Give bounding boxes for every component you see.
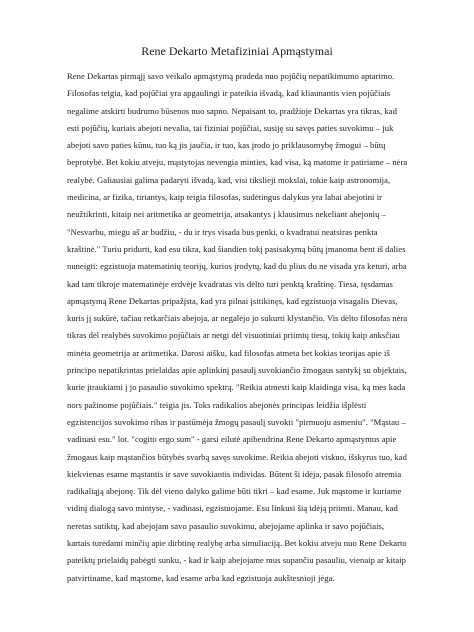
text-line: patvirtiname, kad mąstome, kad esame arba kad egzistuoja aukštesnioji jėga. (67, 572, 335, 583)
text-line: medicina, ar fizika, tiriantys, kaip teigia filosofas, sudėtingus dalykus yra labai abejotini ir (67, 192, 383, 203)
text-line: kiekvienas esame mąstantis ir save suvokiantis individas. Būtent ši idėja, pasak filosofo atremia (67, 468, 402, 479)
text-line: tikras dėl realybės suvokimo pojūčiais ar netgi dėl visuotiniai priimtų tiesų, tokių kaip anksčiau (67, 330, 400, 341)
text-line: kuris jį sukūrė, tačiau retkarčiais abejoja, ar negalėjo jo sukurti klystančio. Vis dėlto filosofas nėra (67, 313, 408, 324)
text-line: kartais turėdami minčių apie dirbtinę realybę arba simuliaciją. Bet kokiu atveju nuo Rene Dekarto (67, 538, 407, 549)
text-line: kurie įtraukiami į jo pasaulio suvokimo spektrą. "Reikia atmesti kaip klaidinga visa, ką mes kada (67, 382, 406, 393)
text-line: neretas sutiktų, kad abejojam savo pasaulio suvokimu, abejojame aplinka ir savo pojūčiais, (67, 520, 385, 531)
text-line: esti pojūčių, kuriais abejoti nevalia, tai fiziniai pojūčiai, susiję su savęs paties suvokimu – juk (67, 122, 394, 133)
text-line: pateiktų prielaidų pabėgti sunku, - kad ir kaip abejojame mus supančiu pasauliu, vienaip ar kitaip (67, 555, 407, 566)
text-line: principo nepatikrintas prielaidas apie aplinkinį pasaulį suvokiančio žmogaus santykį su objektais, (67, 365, 407, 376)
text-line: nuneigti: egzistuoja matematinių teorijų, kurios įrodytų, kad du plius du ne visada yra keturi, arba (67, 261, 407, 272)
text-line: žmogaus kaip mąstančios būtybės svarbą savęs suvokime. Reikia abejoti viskuo, išskyrus tuo, kad (67, 451, 407, 462)
text-line: kraštinė." Turiu pridurti, kad esu tikra, kad šiandien tokį pasisakymą būtų įmanoma bent iš dalies (67, 243, 406, 254)
text-line: nors pažinome pojūčiais." teigia jis. Toks radikalios abejonės principas leidžia išplėsti (67, 399, 367, 410)
text-line: minėta geometrija ar aritmetika. Darosi aišku, kad filosofas atmeta bet kokias teorijas apie iš (67, 347, 390, 358)
text-line: abejoti savo paties kūnu, tuo ką jis jaučia, ir tuo, kas įrodo jo priklausomybę žmogui – būtų (67, 140, 386, 151)
text-line: egzistencijos suvokimo ribas ir pastūmėja žmogų pasaulį suvokti "pirmuoju asmeniu". "Mąstau – (67, 416, 406, 427)
text-line: realybė. Galiausiai galima padaryti išvadą, kad, visi tiksliejі mokslai, tokie kaip astronomija, (67, 174, 391, 185)
text-line: beprotybė. Bet kokiu atveju, mąstytojas nevengia minties, kad visa, ką matome ir patiriame – nėra (67, 157, 408, 168)
body-paragraph (67, 68, 407, 587)
text-line: apmąstymą Rene Dekartas pripažįsta, kad yra pilnai įsitikinęs, kad egzistuoja visagalis Dievas, (67, 295, 398, 306)
text-line: kad tam tikroje matematinėje erdvėje kvadratas vis dėlto turi penktą kraštinę. Tiesa, tęsdamas (67, 278, 393, 289)
text-line: "Nesvarbu, miegu aš ar budžiu, - du ir trys visada bus penki, o kvadratui neatsiras penkta (67, 226, 378, 237)
text-line: vadinasi esu." lot. "cogito ergo sum" - garsi eilutė apibendrina Rene Dekarto apmąstymus apie (67, 434, 397, 445)
text-line: vidinį dialogą savo mintyse, - vadinasi, egzistuojame. Esu linkusi šią idėją priimti. Manau, kad (67, 503, 398, 514)
text-line: radikaliąją abejonę. Tik dėl vieno dalyko galime būti tikri – kad esame. Juk mąstome ir kuriame (67, 486, 402, 497)
text-line: neužtikrinti, kitaip nei aritmetika ar geometrija, atsakantys į klausimus nekeliant abejonių – (67, 209, 386, 220)
page-title: Rene Dekarto Metafiziniai Apmąstymai (141, 44, 333, 58)
text-line: Filosofas teigia, kad pojūčiai yra apgaulingi ir pateikia išvadą, kad kliaunantis vien pojūčiais (67, 88, 391, 99)
text-line: negalime atskirti budrumo būsenos nuo sapno. Nepaisant to, pradžioje Dekartas yra tikras, kad (67, 105, 397, 116)
text-line: Rene Dekartas pirmąjį savo veikalo apmąstymą pradeda nuo pojūčių nepatikimumo aptarimo. (67, 71, 395, 81)
